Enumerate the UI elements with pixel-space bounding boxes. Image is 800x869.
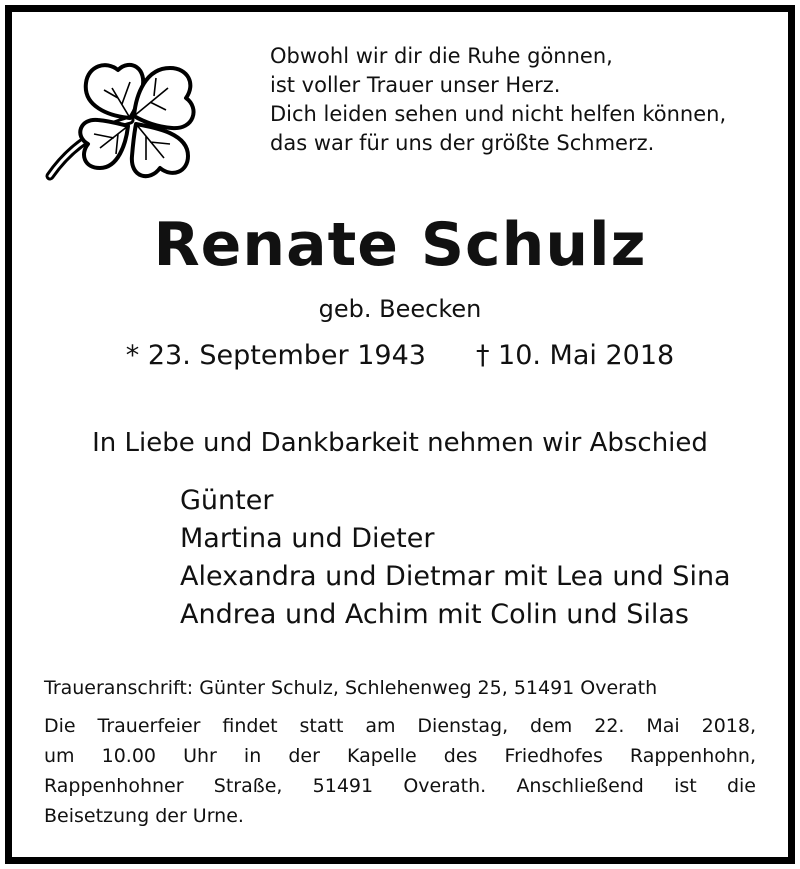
poem-line: ist voller Trauer unser Herz. xyxy=(270,73,561,97)
poem-line: das war für uns der größte Schmerz. xyxy=(270,131,655,155)
deceased-name: Renate Schulz xyxy=(153,210,647,280)
mourner-entry: Andrea und Achim mit Colin und Silas xyxy=(180,599,689,630)
mourner-entry: Günter xyxy=(180,485,274,516)
poem-line: Dich leiden sehen und nicht helfen können, xyxy=(270,102,727,126)
farewell-line: In Liebe und Dankbarkeit nehmen wir Abschied xyxy=(92,428,708,458)
ceremony-line: Beisetzung der Urne. xyxy=(44,805,244,827)
four-leaf-clover-icon xyxy=(38,38,218,188)
mourning-address: Traueranschrift: Günter Schulz, Schlehenweg 25, 51491 Overath xyxy=(44,677,658,699)
mourner-entry: Martina und Dieter xyxy=(180,523,435,554)
birth-date: * 23. September 1943 xyxy=(125,340,426,371)
memorial-poem xyxy=(270,42,770,158)
ceremony-line: Rappenhohner Straße, 51491 Overath. Anschließend ist die xyxy=(44,775,756,797)
ceremony-line: Die Trauerfeier findet statt am Dienstag, dem 22. Mai 2018, xyxy=(44,715,756,737)
mourner-entry: Alexandra und Dietmar mit Lea und Sina xyxy=(180,561,731,592)
death-date: † 10. Mai 2018 xyxy=(475,340,675,371)
mourners-list xyxy=(180,482,780,634)
ceremony-info xyxy=(44,711,756,831)
poem-line: Obwohl wir dir die Ruhe gönnen, xyxy=(270,44,613,68)
maiden-name: geb. Beecken xyxy=(318,295,482,323)
life-dates xyxy=(0,340,800,371)
ceremony-line: um 10.00 Uhr in der Kapelle des Friedhofes Rappenhohn, xyxy=(44,745,756,767)
